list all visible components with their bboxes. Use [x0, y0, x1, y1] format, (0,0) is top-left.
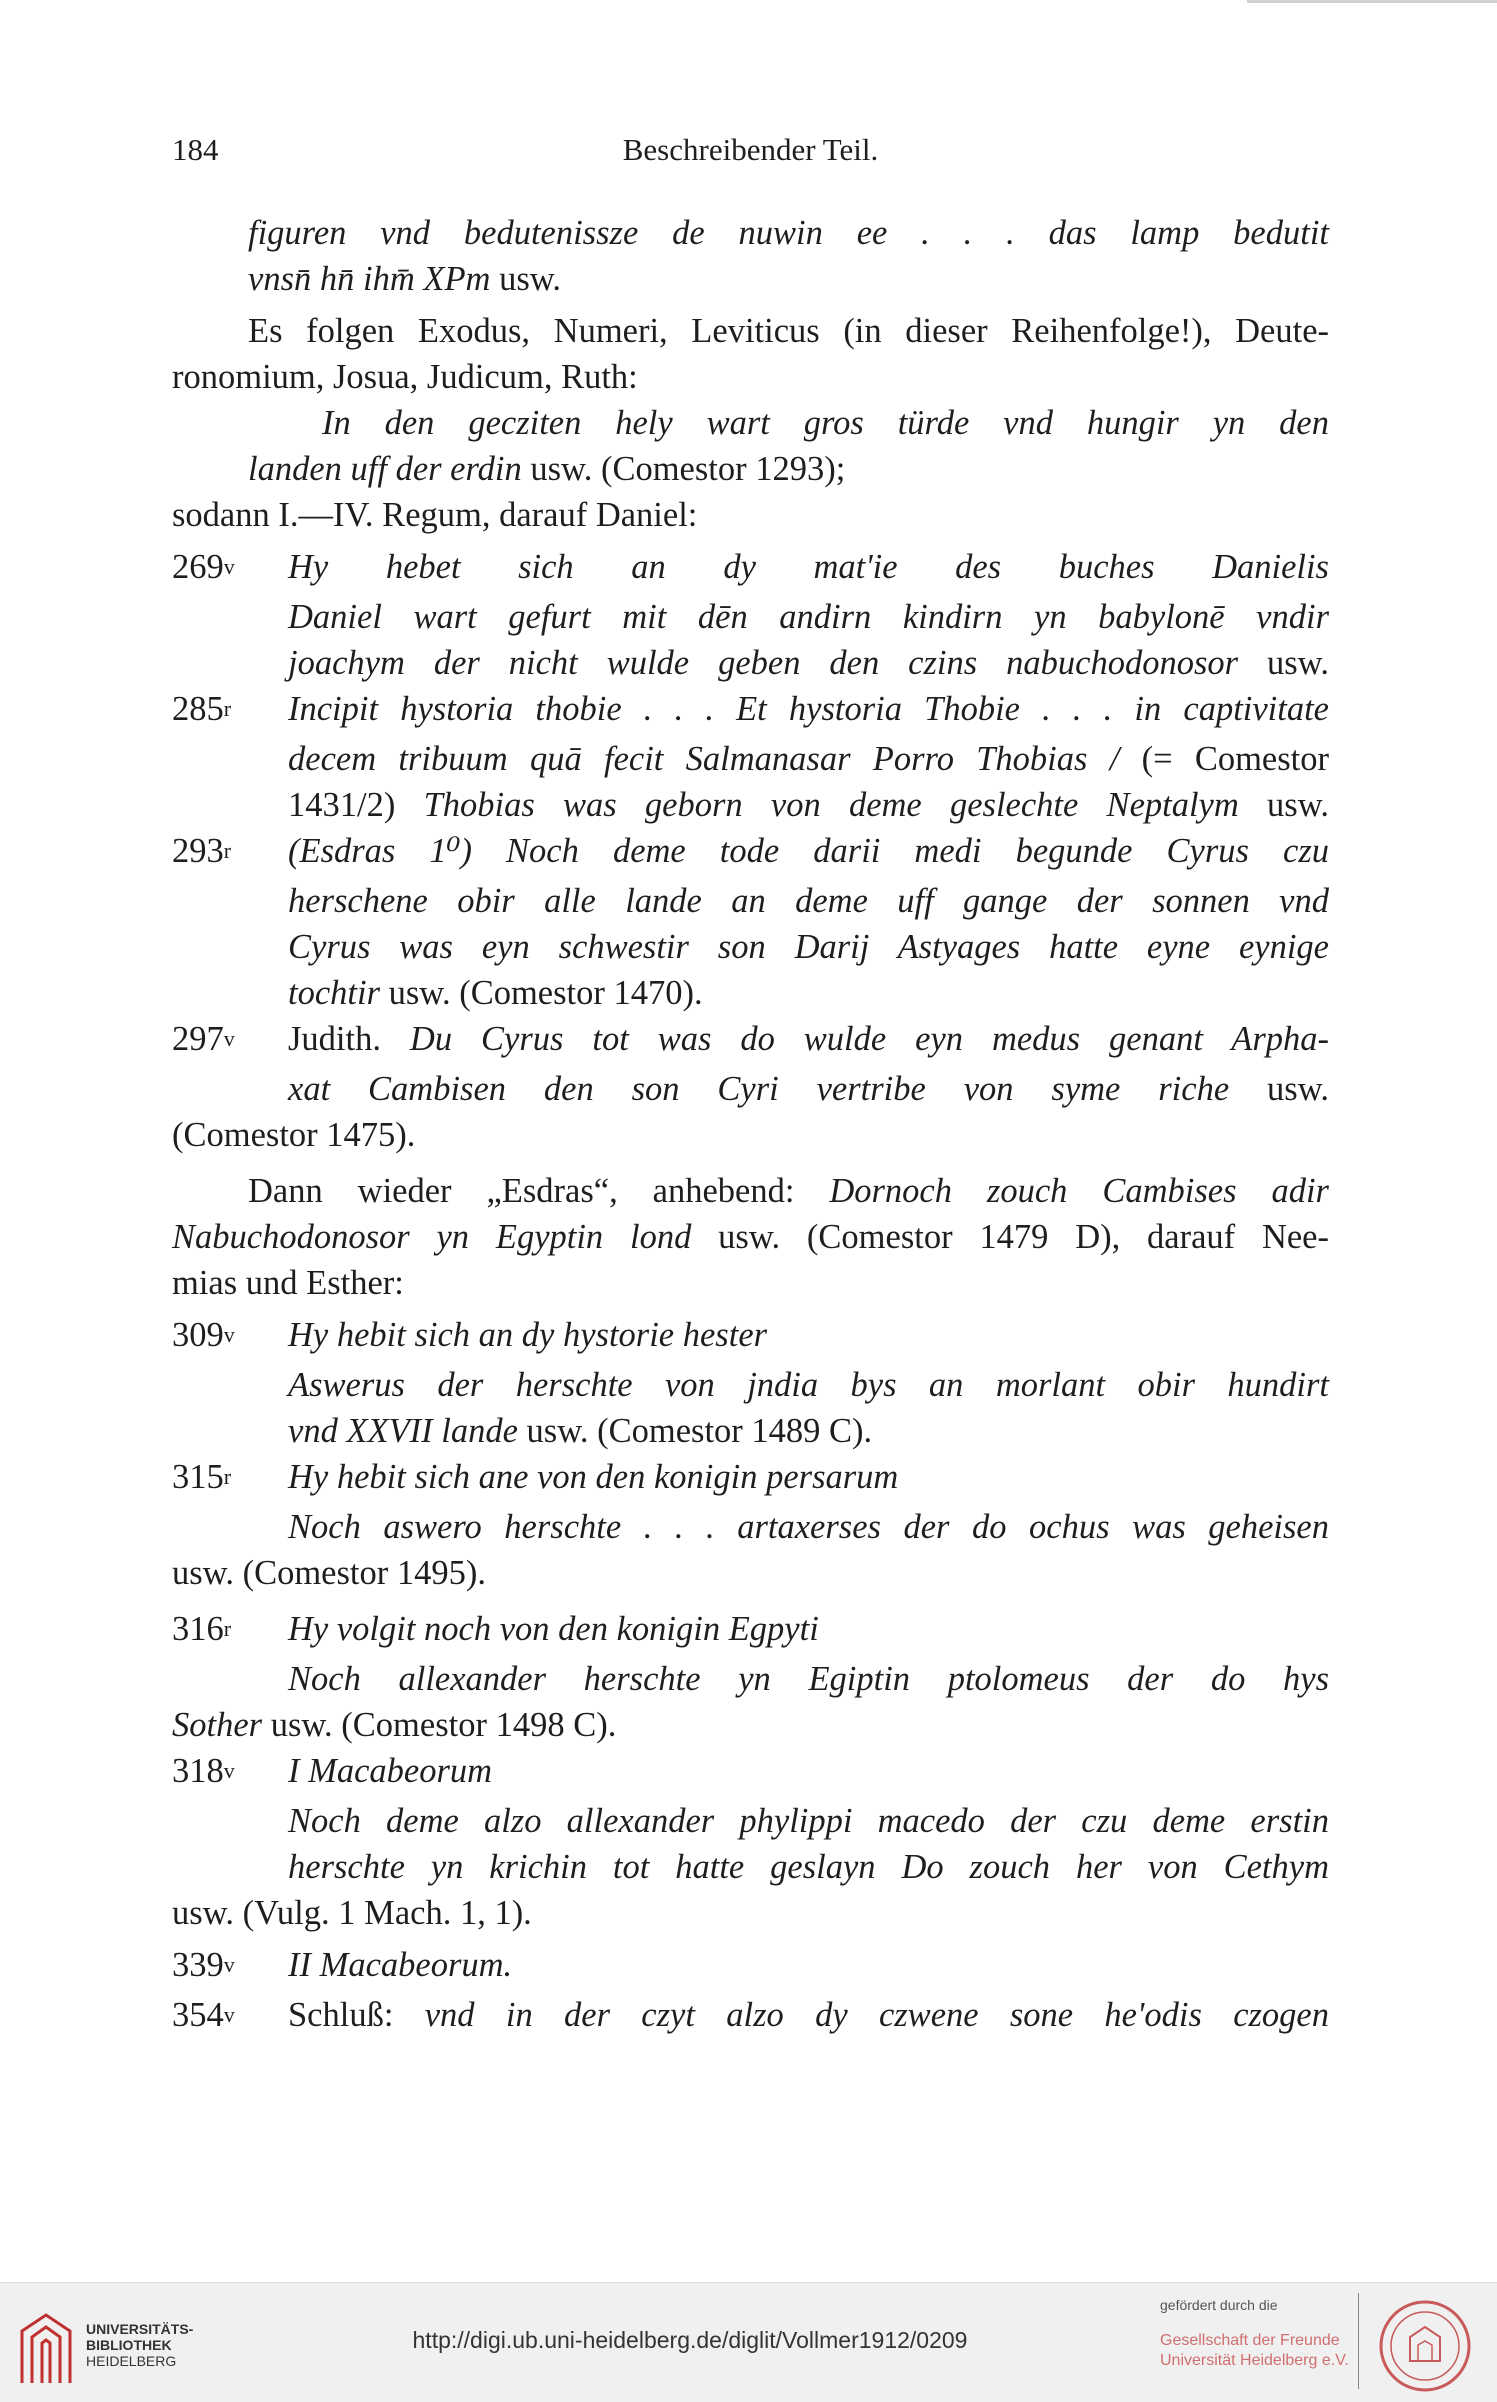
running-title: Beschreibender Teil.: [622, 132, 879, 167]
text-line: [172, 1362, 1329, 1408]
text-line: [172, 1016, 1329, 1066]
roman-text: ronomium, Josua, Judicum, Ruth:: [172, 358, 638, 396]
text-line: [172, 1260, 1329, 1306]
quote-text: herschte yn krichin tot hatte geslayn Do zouch her von Cethym: [288, 1848, 1329, 1886]
quote-text: landen uff der erdin: [248, 450, 522, 488]
roman-text: Dann wieder „Esdras“, anhebend:: [248, 1172, 830, 1210]
quote-text: tochtir: [288, 974, 380, 1012]
text-line: [172, 1504, 1329, 1550]
roman-text: Judith.: [288, 1020, 410, 1058]
folio-ref: 339$^v$: [172, 1946, 235, 1984]
quote-text: Dornoch zouch Cambises adir: [829, 1172, 1329, 1210]
roman-text: usw.: [1238, 786, 1329, 824]
quote-text: vnsn̄ hn̄ ihm̄ XPm: [248, 260, 491, 298]
text-line: [172, 1748, 1329, 1798]
text-line: [172, 924, 1329, 970]
quote-text: (Esdras 1⁰) Noch deme tode darii medi begunde Cyrus czu: [288, 832, 1329, 870]
text-line: [172, 1454, 1329, 1504]
text-line: [172, 1550, 1329, 1596]
folio-ref: 315$^r$: [172, 1458, 232, 1496]
quote-text: vnd in der czyt alzo dy czwene sone he'odis czogen: [424, 1996, 1329, 2034]
text-line: [172, 1656, 1329, 1702]
folio-ref: 293$^r$: [172, 832, 232, 870]
text-line: [172, 1214, 1329, 1260]
top-right-rule: [1247, 0, 1497, 3]
roman-text: Schluß:: [288, 1996, 425, 2034]
text-line: [172, 782, 1329, 828]
text-line: [172, 736, 1329, 782]
folio-ref: 318$^v$: [172, 1752, 235, 1790]
quote-text: Aswerus der herschte von jndia bys an morlant obir hundirt: [288, 1366, 1329, 1404]
text-line: [172, 1112, 1329, 1158]
text-line: [172, 594, 1329, 640]
university-seal-icon: [1378, 2299, 1472, 2393]
folio-ref: 285$^r$: [172, 690, 232, 728]
roman-text: usw. (Comestor 1470).: [380, 974, 703, 1012]
text-line: [172, 1408, 1329, 1454]
ub-heidelberg-logo-icon: [16, 2309, 78, 2387]
quote-text: Hy hebet sich an dy mat'ie des buches Danielis: [288, 548, 1329, 586]
text-line: [172, 544, 1329, 594]
text-line: [172, 878, 1329, 924]
quote-text: Noch deme alzo allexander phylippi macedo der czu deme erstin: [288, 1802, 1329, 1840]
quote-text: Hy hebit sich an dy hystorie hester: [288, 1316, 768, 1354]
text-line: [172, 446, 1329, 492]
quote-text: Hy volgit noch von den konigin Egpyti: [288, 1610, 819, 1648]
text-line: [172, 1168, 1329, 1214]
text-line: [172, 1606, 1329, 1656]
text-line: [172, 400, 1329, 446]
footer-bar: [0, 2282, 1497, 2402]
quote-text: Hy hebit sich ane von den konigin persarum: [288, 1458, 899, 1496]
quote-text: In den gecziten hely wart gros türde vnd hungir yn den: [322, 404, 1329, 442]
quote-text: vnd XXVII lande: [288, 1412, 518, 1450]
roman-text: usw. (Comestor 1479 D), darauf Nee-: [691, 1218, 1329, 1256]
roman-text: usw. (Vulg. 1 Mach. 1, 1).: [172, 1894, 532, 1932]
quote-text: Noch aswero herschte . . . artaxerses der do ochus was geheisen: [288, 1508, 1329, 1546]
text-line: [172, 308, 1329, 354]
folio-ref: 316$^r$: [172, 1610, 232, 1648]
quote-text: Incipit hystoria thobie . . . Et hystoria Thobie . . . in captivitate: [288, 690, 1329, 728]
quote-text: xat Cambisen den son Cyri vertribe von syme riche: [288, 1070, 1230, 1108]
roman-text: usw.: [490, 260, 562, 298]
folio-ref: 297$^v$: [172, 1020, 235, 1058]
quote-text: joachym der nicht wulde geben den czins nabuchodonosor: [288, 644, 1239, 682]
text-line: [172, 492, 1329, 538]
quote-text: Du Cyrus tot was do wulde eyn medus genant Arpha-: [409, 1020, 1329, 1058]
quote-text: decem tribuum quā fecit Salmanasar Porro Thobias /: [288, 740, 1120, 778]
text-line: [172, 686, 1329, 736]
text-line: [172, 970, 1329, 1016]
roman-text: (= Comestor: [1119, 740, 1329, 778]
text-line: [172, 1702, 1329, 1748]
text-line: [172, 1844, 1329, 1890]
text-line: [172, 640, 1329, 686]
quote-text: Daniel wart gefurt mit dēn andirn kindirn yn babylonē vndir: [288, 598, 1329, 636]
quote-text: II Macabeorum.: [288, 1946, 513, 1984]
text-line: [172, 1798, 1329, 1844]
folio-ref: 309$^v$: [172, 1316, 235, 1354]
footer-divider: [1358, 2293, 1359, 2389]
quote-text: figuren vnd bedutenissze de nuwin ee . . . das lamp bedutit: [248, 214, 1329, 252]
text-line: [172, 1890, 1329, 1936]
page-number: 184: [172, 132, 219, 167]
text-line: [172, 1992, 1329, 2042]
roman-text: Es folgen Exodus, Numeri, Leviticus (in dieser Reihenfolge!), Deute-: [248, 312, 1329, 350]
roman-text: sodann I.—IV. Regum, darauf Daniel:: [172, 496, 698, 534]
roman-text: usw.: [1229, 1070, 1329, 1108]
roman-text: (Comestor 1475).: [172, 1116, 416, 1154]
roman-text: usw. (Comestor 1293);: [521, 450, 846, 488]
page-header: [172, 132, 1329, 182]
quote-text: Noch allexander herschte yn Egiptin ptolomeus der do hys: [288, 1660, 1329, 1698]
text-line: [172, 1066, 1329, 1112]
text-line: [172, 1942, 1329, 1992]
roman-text: usw.: [1238, 644, 1329, 682]
permalink-url[interactable]: http://digi.ub.uni-heidelberg.de/diglit/Vollmer1912/0209: [412, 2327, 968, 2353]
page-text: [172, 210, 1329, 2042]
library-name: UNIVERSITÄTS- BIBLIOTHEK HEIDELBERG: [86, 2321, 194, 2369]
roman-text: 1431/2): [288, 786, 424, 824]
text-line: [172, 1312, 1329, 1362]
text-line: [172, 210, 1329, 256]
roman-text: usw. (Comestor 1495).: [172, 1554, 486, 1592]
roman-text: usw. (Comestor 1498 C).: [262, 1706, 617, 1744]
folio-ref: 269$^v$: [172, 548, 235, 586]
folio-ref: 354$^v$: [172, 1996, 235, 2034]
roman-text: usw. (Comestor 1489 C).: [517, 1412, 873, 1450]
funded-by-text: gefördert durch die: [1160, 2297, 1278, 2313]
quote-text: Thobias was geborn von deme geslechte Neptalym: [423, 786, 1239, 824]
roman-text: mias und Esther:: [172, 1264, 404, 1302]
text-line: [172, 354, 1329, 400]
text-line: [172, 828, 1329, 878]
quote-text: Cyrus was eyn schwestir son Darij Astyages hatte eyne eynige: [288, 928, 1329, 966]
quote-text: Nabuchodonosor yn Egyptin lond: [172, 1218, 692, 1256]
text-line: [172, 256, 1329, 302]
society-name: Gesellschaft der Freunde Universität Heidelberg e.V.: [1160, 2332, 1349, 2369]
quote-text: I Macabeorum: [288, 1752, 493, 1790]
quote-text: Sother: [172, 1706, 263, 1744]
quote-text: herschene obir alle lande an deme uff gange der sonnen vnd: [288, 882, 1329, 920]
